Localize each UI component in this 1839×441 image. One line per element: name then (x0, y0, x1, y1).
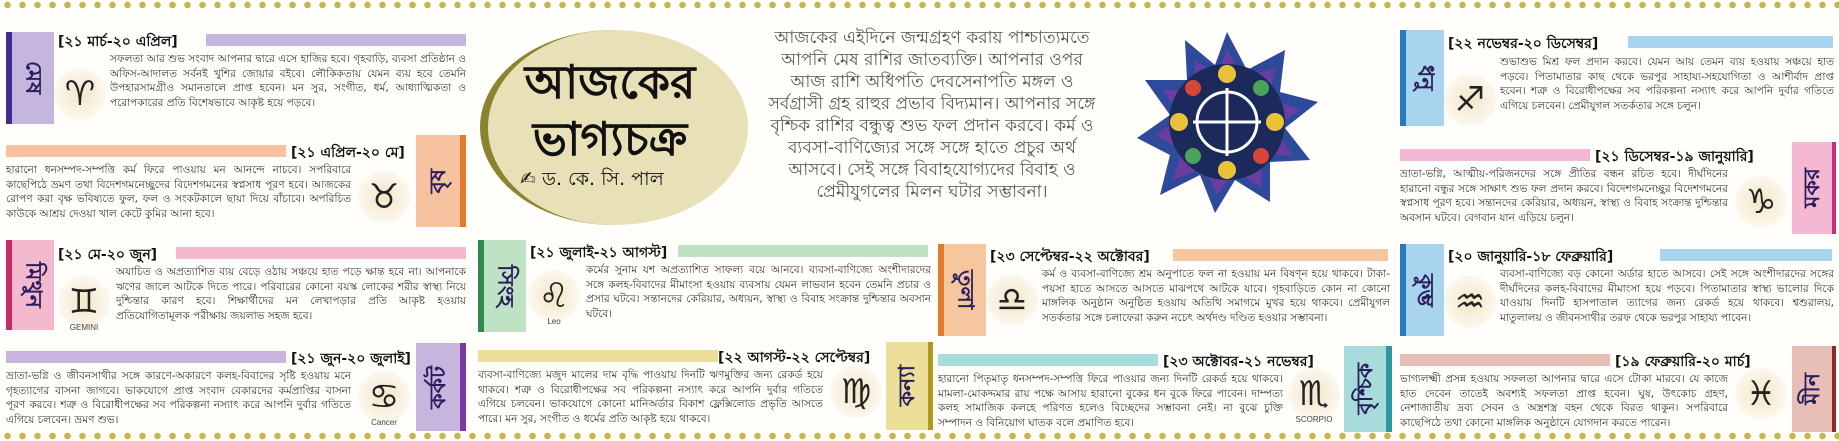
aries-icon: ♈ (54, 68, 106, 120)
sign-tab-kanya (886, 342, 933, 430)
sign-block-singha (478, 238, 933, 338)
sign-color-bar (1173, 249, 1388, 261)
sign-text: ব্যবসা-বাণিজ্যে মজুদ মালের দাম বৃদ্ধি পাওয়ায় দিনটি ঋণমুক্তির জন্য রেকর্ড হয়ে থাকবে। শত্রু ও বিরোধীপক্ষের সব পরিকল্পনা নস্যাৎ করে আপনি দুর্বার গতিতে এগিয়ে চলবেন। ভাকযোগে কোনো মানিঅর্ডার বিকাশ ফ্লেক্সিলোড প্রভৃতি আসতে পারে। মন সুর, সংগীত ও ধর্মের প্রতি আকৃষ্ট হয়ে থাকবে। (478, 369, 823, 425)
sagittarius-icon: ♐ (1444, 74, 1496, 126)
sign-text: হারানো পিতৃমাতৃ ধনসম্পদ-সম্পত্তি ফিরে পাওয়ার জন্য দিনটি রেকর্ড হয়ে থাকবে। মামলা-মোকদ্দমার রায় পক্ষে আসায় হারানো বুকের ধন বুকে ফিরে পাবেন। দাম্পত্য কলহ সামাজিক কলহে পরিণত হলেও বিচ্ছেদের সম্ভাবনা নেই। না বুঝে চুক্তি সম্পাদন ও বিনিয়োগ ঘাতক বলে প্রমাণিত হবে। (938, 373, 1283, 429)
sign-block-makar (1400, 140, 1836, 240)
sign-name: মিথুন (20, 262, 46, 308)
zodiac-wheel-image (1135, 30, 1320, 215)
sign-name: মেষ (20, 61, 46, 95)
sign-color-bar (6, 145, 286, 157)
sign-block-dhanu (1400, 28, 1836, 133)
sign-tab-mithun (6, 240, 54, 330)
sign-color-bar (1628, 36, 1833, 48)
sign-text: হারানো ধনসম্পদ-সম্পত্তি কর্ম ফিরে পাওয়ায় মন আনন্দে নাচবে। সপরিবারে কাছেপিঠে ভ্রমণ তথা বিদেশগমনেচ্ছুদের বিদেশগমনের স্বপ্নসাধ পূরণ হবে। আজকের রোপণ করা বৃক্ষ ভবিষ্যতে ফুল, ফল ও সংকটকালে ছায়া দিয়ে বাঁচাবে। অপরিচিত কাউকে আশ্রয় দেওয়া খাল কেটে কুমির আনা হবে। (6, 164, 351, 220)
sign-name: কুম্ভ (1412, 273, 1438, 307)
sign-dates: [২১ এপ্রিল-২০ মে] (291, 145, 405, 161)
sign-dates: [২১ মার্চ-২০ এপ্রিল] (58, 34, 178, 50)
pisces-icon: ♓ (1735, 368, 1787, 420)
sign-color-bar (678, 245, 928, 257)
libra-icon: ♎ (986, 274, 1038, 326)
virgo-icon: ♍ (830, 366, 882, 418)
sign-tab-mesh (6, 32, 54, 124)
sign-tab-dhanu (1400, 30, 1444, 126)
sign-dates: [২১ জুলাই-২১ আগস্ট] (530, 245, 668, 261)
sign-block-kumbha (1400, 242, 1836, 342)
sign-text: ভাগ্যলক্ষ্মী প্রসন্ন হওয়ায় সফলতা আপনার দ্বারে এসে টোকা মারবে। যে কাজে হাত দেবেন তাতেই অবশ্যই সফলতা প্রাপ্ত হবেন। ঘুষ, উৎকোচ গ্রহণ, নেশাজাতীয় দ্রব্য সেবন ও অস্ত্রশস্ত্র বহন থেকে বিরত থাকুন। সপরিবারে কাছেপিঠে তথা কোনো মাঙ্গলিক অনুষ্ঠানে যোগদান করতে পারেন। (1400, 373, 1728, 429)
sign-tab-brishchik (1344, 346, 1392, 432)
sign-block-tula (938, 242, 1393, 342)
sign-name: সিংহ (492, 265, 518, 307)
page-title-line2: ভাগ্যচক্র (532, 112, 688, 166)
sign-text: ব্যবসা-বাণিজ্যে বড় কোনো অর্ডার হাতে আসবে। সেই সঙ্গে অংশীদারদের সঙ্গের দীর্ঘদিনের কলহ-বিবাদের মীমাংসা হয়ে পড়বে। পিতামাতার স্বাস্থ্য ভালোর দিকে যাওয়ায় দিনটি হাসপাতাল ত্যাগের জন্য রেকর্ড হয়ে থাকবে। শ্বশুরালয়, মাতুলালয় ও জীবনসাথীর তরফ থেকে ভরপুর সাহায্য পাবেন। (1500, 268, 1834, 324)
sign-tab-singha (478, 240, 526, 332)
sign-block-brishchik (938, 346, 1393, 436)
taurus-icon: ♉ (358, 171, 410, 223)
sign-dates: [২১ জুন-২০ জুলাই] (291, 351, 411, 367)
sign-text: কর্মের সুনাম যশ অপ্রত্যাশিত সাফল্য বয়ে আনবে। ব্যবসা-বাণিজ্যে অংশীদারদের সঙ্গে কলহ-বিবাদের মীমাংসা হওয়ায় ব্যবসায় যেমন লাভবান হবেন তেমনি প্রচার ও প্রসার ঘটবে। সন্তানদের কেরিয়ার, অধ্যয়ন, স্বাস্থ্য ও বিবাহ সংক্রান্ত দুশ্চিন্তার অবসান ঘটবে। (586, 264, 931, 320)
sign-tab-meen (1792, 346, 1836, 432)
sign-color-bar (176, 247, 466, 259)
sign-dates: [২১ মে-২০ জুন] (58, 247, 158, 263)
author-name: ড. কে. সি. পাল (541, 168, 664, 190)
sign-block-mesh (6, 28, 471, 128)
sign-block-meen (1400, 346, 1836, 436)
icon-caption: SCORPIO (1295, 415, 1333, 424)
sign-tab-brish (416, 135, 466, 227)
sign-block-kanya (478, 342, 933, 436)
sign-tab-kumbha (1400, 244, 1444, 336)
sign-text: সফলতা আর শুভ সংবাদ আপনার দ্বারে এসে হাজির হবে। গৃহবাড়ি, ব্যবসা প্রতিষ্ঠান ও অফিস-আদালত সর্বনই খুশির জোয়ার বইবে। লৌকিকতায় যেমন ব্যয় হবে তেমনি উপহারসামগ্রীও সমানতালে প্রাপ্ত হবেন। মন সুর, সংগীত, ধর্ম, আধ্যাত্মিকতা ও পরোপকারের প্রতি বিশেষভাবে আকৃষ্ট হয়ে পড়বে। (110, 53, 466, 109)
intro-text: আজকের এইদিনে জন্মগ্রহণ করায় পাশ্চাত্যমতে আপনি মেষ রাশির জাতব্যক্তি। আপনার ওপর আজ রাশি অধিপতি দেবসেনাপতি মঙ্গল ও সর্বগ্রাসী গ্রহ রাহুর প্রভাব বিদ্যমান। আপনার সঙ্গে বৃশ্চিক রাশির বন্ধুত্ব শুভ ফল প্রদান করবে। কর্ম ও ব্যবসা-বাণিজ্যের সঙ্গে সঙ্গে হাতে প্রচুর অর্থ আসবে। সেই সঙ্গে বিবাহযোগ্যদের বিবাহ ও প্রেমীযুগলের মিলন ঘটার সম্ভাবনা। (768, 28, 1096, 202)
sign-color-bar (478, 350, 718, 362)
sign-dates: [২২ নভেম্বর-২০ ডিসেম্বর] (1448, 36, 1599, 52)
pen-icon: ✍ (520, 168, 542, 190)
gemini-icon: ♊ GEMINI (58, 276, 110, 328)
icon-caption: GEMINI (69, 323, 99, 332)
sign-block-brish (6, 135, 471, 235)
sign-color-bar (1400, 149, 1590, 161)
capricorn-icon: ♑ (1735, 176, 1787, 228)
sign-text: অযাচিত ও অপ্রত্যাশিত ব্যয় বেড়ে ওঠায় সঞ্চয়ে হাত পড়ে ক্ষান্ত হবে না। আপনাকে ঋণের জালে আটকে দিতে পারে। পরিবারের কোনো বয়স্ক লোকের শরীর স্বাস্থ্য নিয়ে দুশ্চিন্তার কারণ হবে। শিক্ষার্থীদের মন লেখাপড়ার প্রতি আকৃষ্ট হওয়ায় প্রতিযোগিতামূলক পরীক্ষায় জয়লাভ সহজ হবে। (116, 266, 466, 322)
sign-name: মকর (1799, 168, 1825, 208)
top-dot-border (0, 0, 1839, 10)
sign-color-bar (6, 351, 286, 363)
scorpio-icon: ♏ SCORPIO (1288, 368, 1340, 420)
sign-name: কন্যা (894, 365, 920, 407)
sign-text: ভ্রাতা-ভগ্নি, আত্মীয়-পরিজনদের সঙ্গে প্রীতির বন্ধন রচিত হবে। দীর্ঘদিনের হারানো বন্ধুর সঙ্গে সাক্ষাৎ শুভ ফল প্রদান করবে। বিদেশগমনেচ্ছুর বিদেশগমনের স্বপ্নসাধ পূরণ হবে। সন্তানদের কেরিয়ার, অধ্যয়ন, স্বাস্থ্য ও বিবাহ সংক্রান্ত দুশ্চিন্তার অবসান ঘটবে। বেগবান যান এড়িয়ে চলুন। (1400, 168, 1728, 224)
sign-text: ভ্রাতা-ভগ্নি ও জীবনসাথীর সঙ্গে কারণে-অকারণে কলহ-বিবাদের সৃষ্টি হওয়ায় মনে গৃহত্যাগের বাসনা জাগবে। ভাকযোগে প্রাপ্ত সংবাদ বেকারদের কর্মপ্রাপ্তির বাসনা পূরণ করবে। শত্রু ও বিরোধীপক্ষের সব পরিকল্পনা নস্যাৎ করে আপনি দুর্বার গতিতে এগিয়ে চলবেন। ভ্রমণ শুভ। (6, 370, 351, 426)
sign-tab-makar (1792, 142, 1836, 234)
leo-icon: ♌ Leo (528, 270, 580, 322)
sign-color-bar (938, 354, 1158, 366)
sign-block-mithun (6, 240, 471, 335)
sign-dates: [২২ আগস্ট-২২ সেপ্টেম্বর] (718, 350, 871, 366)
icon-caption: Leo (547, 317, 561, 326)
sign-dates: [১৯ ফেব্রুয়ারি-২০ মার্চ] (1615, 354, 1751, 370)
icon-caption: Cancer (371, 418, 397, 427)
sign-tab-karkat (416, 343, 466, 431)
sign-dates: [২৩ অক্টোবর-২১ নভেম্বর] (1163, 354, 1314, 370)
sign-dates: [২১ ডিসেম্বর-১৯ জানুয়ারি] (1595, 149, 1754, 165)
sign-color-bar (1400, 354, 1610, 366)
sign-name: তুলা (952, 270, 978, 310)
sign-block-karkat (6, 343, 471, 435)
cancer-icon: ♋ Cancer (358, 371, 410, 423)
sign-name: বৃশ্চিক (1352, 363, 1378, 415)
sign-name: মীন (1799, 373, 1825, 405)
sign-dates: [২০ জানুয়ারি-১৮ ফেব্রুয়ারি] (1448, 249, 1614, 265)
sign-name: কর্কট (425, 365, 451, 409)
sign-dates: [২৩ সেপ্টেম্বর-২২ অক্টোবর] (990, 249, 1150, 265)
sign-color-bar (1660, 249, 1832, 261)
aquarius-icon: ♒ (1444, 276, 1496, 328)
sign-color-bar (206, 34, 466, 46)
sign-name: ধনু (1412, 65, 1438, 91)
sign-name: বৃষ (425, 168, 451, 194)
sign-tab-tula (938, 244, 986, 336)
author-byline (520, 165, 664, 197)
sign-text: কর্ম ও ব্যবসা-বাণিজ্যে শ্রম অনুপাতে ফল না হওয়ায় মন বিষণ্ন হয়ে থাকবে। টাকা-পয়সা হাতে আসতে আসতে মাঝপথে আটকে যাবে। গৃহবাড়িতে কোন না কোনো মাঙ্গলিক অনুষ্ঠান অনুষ্ঠিত হওয়ায় অতিথি সমাগমে মুখর হয়ে থাকবে। প্রেমীযুগল সতর্কতার সঙ্গে চলাফেরা করুন নচেৎ অর্থদণ্ড দণ্ডিত হওয়ার সম্ভাবনা। (1042, 268, 1390, 324)
sign-text: শুভাশুভ মিশ্র ফল প্রদান করবে। যেমন আয় তেমন ব্যয় হওয়ায় সঞ্চয়ে হাত পড়বে। পিতামাতার কাছ থেকে ভরপুর সাহায্য-সহযোগিতা ও আশীর্বাদ প্রাপ্ত হবেন। শত্রু ও বিরোধীপক্ষের সব পরিকল্পনা নস্যাৎ করে আপনি দুর্বার গতিতে এগিয়ে চলবেন। প্রেমীযুগল সতর্কতার সঙ্গে চলুন। (1500, 56, 1834, 112)
page-title-line1: আজকের (524, 55, 696, 109)
